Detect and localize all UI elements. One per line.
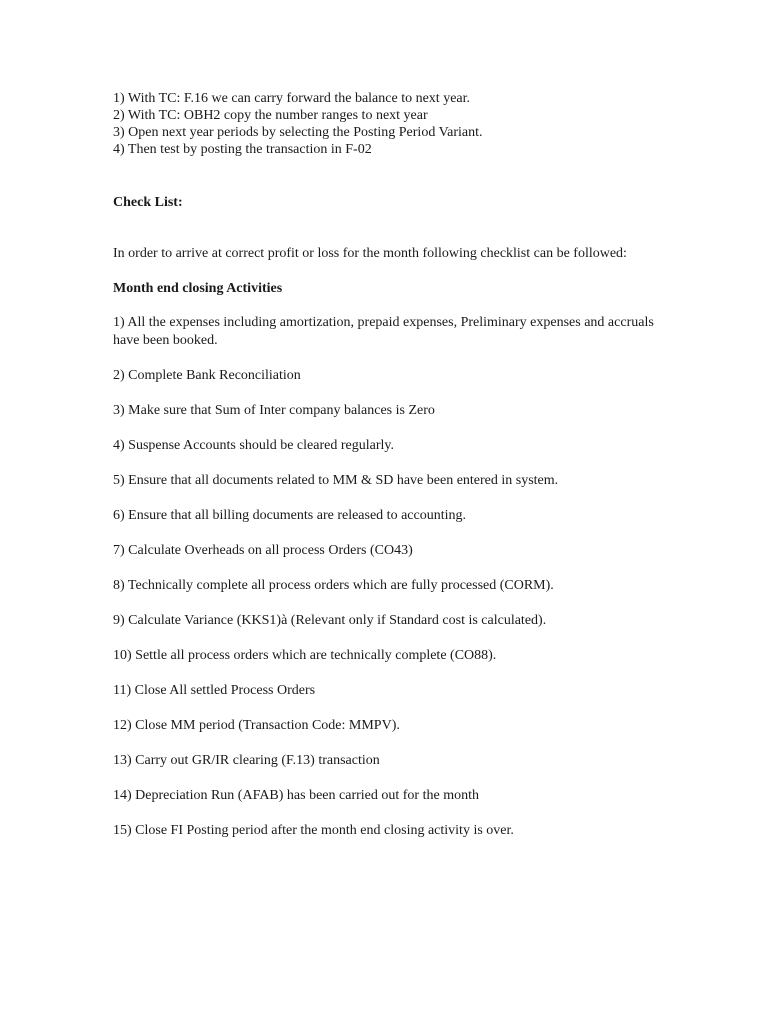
activity-item: 12) Close MM period (Transaction Code: MMPV). xyxy=(113,718,400,733)
activity-item: 8) Technically complete all process orders which are fully processed (CORM). xyxy=(113,578,554,593)
document-body xyxy=(113,90,673,840)
activity-item: 11) Close All settled Process Orders xyxy=(113,683,316,698)
intro-steps-list xyxy=(113,90,673,158)
intro-step: 3) Open next year periods by selecting the Posting Period Variant. xyxy=(113,125,483,140)
intro-step: 2) With TC: OBH2 copy the number ranges to next year xyxy=(113,108,428,123)
activity-item: 14) Depreciation Run (AFAB) has been carried out for the month xyxy=(113,788,479,803)
activity-item: 10) Settle all process orders which are technically complete (CO88). xyxy=(113,648,497,663)
activity-item: 4) Suspense Accounts should be cleared regularly. xyxy=(113,438,394,453)
intro-step: 1) With TC: F.16 we can carry forward the balance to next year. xyxy=(113,91,471,106)
section-heading: Month end closing Activities xyxy=(113,281,283,296)
activity-item: 13) Carry out GR/IR clearing (F.13) transaction xyxy=(113,753,380,768)
activity-item: 15) Close FI Posting period after the month end closing activity is over. xyxy=(113,823,514,838)
checklist-heading: Check List: xyxy=(113,195,183,210)
activity-item: 6) Ensure that all billing documents are released to accounting. xyxy=(113,508,466,523)
activity-item: 1) All the expenses including amortization, prepaid expenses, Preliminary expenses and accruals have been booked. xyxy=(113,315,654,348)
activity-item: 9) Calculate Variance (KKS1)à (Relevant only if Standard cost is calculated). xyxy=(113,613,547,628)
activity-item: 5) Ensure that all documents related to MM & SD have been entered in system. xyxy=(113,473,559,488)
activity-item: 7) Calculate Overheads on all process Orders (CO43) xyxy=(113,543,413,558)
activity-item: 2) Complete Bank Reconciliation xyxy=(113,368,301,383)
activity-item: 3) Make sure that Sum of Inter company balances is Zero xyxy=(113,403,435,418)
intro-paragraph: In order to arrive at correct profit or loss for the month following checklist can be followed: xyxy=(113,246,627,261)
activities-list xyxy=(113,314,673,840)
intro-step: 4) Then test by posting the transaction in F-02 xyxy=(113,142,372,157)
